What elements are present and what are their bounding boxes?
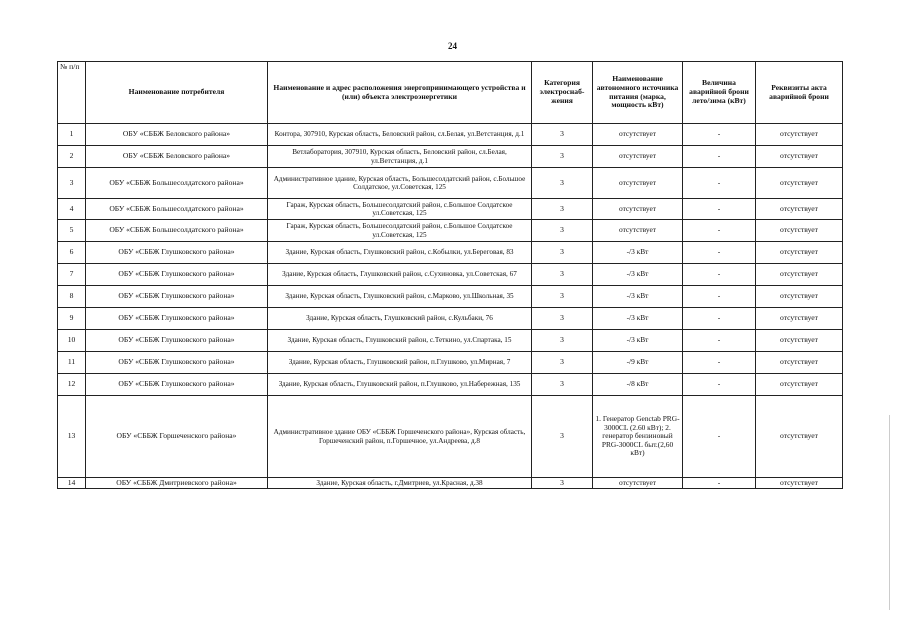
row-reserve: - bbox=[683, 220, 756, 242]
row-category: 3 bbox=[532, 352, 593, 374]
row-source: -/9 кВт bbox=[593, 352, 683, 374]
row-num: 3 bbox=[58, 168, 86, 199]
row-category: 3 bbox=[532, 124, 593, 146]
row-num: 1 bbox=[58, 124, 86, 146]
table-row bbox=[58, 352, 843, 374]
row-reserve: - bbox=[683, 396, 756, 478]
row-source: -/3 кВт bbox=[593, 242, 683, 264]
header-category: Категория электроснаб-жения bbox=[532, 62, 593, 124]
row-act: отсутствует bbox=[756, 124, 843, 146]
row-source: -/3 кВт bbox=[593, 286, 683, 308]
row-category: 3 bbox=[532, 220, 593, 242]
row-address: Здание, Курская область, Глушковский район, с.Марково, ул.Школьная, 35 bbox=[268, 286, 532, 308]
row-num: 12 bbox=[58, 374, 86, 396]
row-address: Здание, Курская область, Глушковский район, с.Кульбаки, 76 bbox=[268, 308, 532, 330]
table-row bbox=[58, 146, 843, 168]
row-consumer: ОБУ «СББЖ Беловского района» bbox=[86, 124, 268, 146]
row-num: 9 bbox=[58, 308, 86, 330]
row-num: 4 bbox=[58, 199, 86, 220]
row-address: Здание, Курская область, Глушковский район, с.Кобылки, ул.Береговая, 83 bbox=[268, 242, 532, 264]
row-address: Здание, Курская область, Глушковский район, п.Глушково, ул.Мирная, 7 bbox=[268, 352, 532, 374]
row-num: 13 bbox=[58, 396, 86, 478]
row-source: отсутствует bbox=[593, 146, 683, 168]
row-consumer: ОБУ «СББЖ Глушковского района» bbox=[86, 374, 268, 396]
power-consumers-table bbox=[57, 61, 843, 489]
row-num: 6 bbox=[58, 242, 86, 264]
table-row bbox=[58, 286, 843, 308]
table-row bbox=[58, 374, 843, 396]
table-row bbox=[58, 199, 843, 220]
row-category: 3 bbox=[532, 199, 593, 220]
table-row bbox=[58, 330, 843, 352]
row-act: отсутствует bbox=[756, 352, 843, 374]
header-device: Наименование и адрес расположения энергопринимающего устройства и (или) объекта электроэнергетики bbox=[268, 62, 532, 124]
row-reserve: - bbox=[683, 146, 756, 168]
row-address: Здание, Курская область, Глушковский район, с.Теткино, ул.Спартака, 15 bbox=[268, 330, 532, 352]
header-act: Реквизиты акта аварийной брони bbox=[756, 62, 843, 124]
row-source: отсутствует bbox=[593, 168, 683, 199]
table-row bbox=[58, 242, 843, 264]
row-source: -/3 кВт bbox=[593, 308, 683, 330]
row-act: отсутствует bbox=[756, 199, 843, 220]
row-act: отсутствует bbox=[756, 308, 843, 330]
row-address: Здание, Курская область, Глушковский район, п.Глушково, ул.Набережная, 135 bbox=[268, 374, 532, 396]
row-consumer: ОБУ «СББЖ Глушковского района» bbox=[86, 308, 268, 330]
row-source: -/3 кВт bbox=[593, 264, 683, 286]
row-reserve: - bbox=[683, 330, 756, 352]
row-reserve: - bbox=[683, 168, 756, 199]
row-source: 1. Генератор Genctab PRG-3000CL (2.60 кВт); 2. генератор бензиновый PRG-3000CL быт.(2,60 кВт) bbox=[593, 396, 683, 478]
row-category: 3 bbox=[532, 396, 593, 478]
row-consumer: ОБУ «СББЖ Глушковского района» bbox=[86, 264, 268, 286]
row-address: Гараж, Курская область, Большесолдатский район, с.Большое Солдатское ул.Советская, 125 bbox=[268, 199, 532, 220]
row-category: 3 bbox=[532, 146, 593, 168]
row-source: отсутствует bbox=[593, 478, 683, 489]
table-row bbox=[58, 124, 843, 146]
row-source: отсутствует bbox=[593, 220, 683, 242]
table-row bbox=[58, 168, 843, 199]
row-reserve: - bbox=[683, 478, 756, 489]
table-row bbox=[58, 308, 843, 330]
row-category: 3 bbox=[532, 286, 593, 308]
row-address: Здание, Курская область, Глушковский район, с.Сухиновка, ул.Советская, 67 bbox=[268, 264, 532, 286]
row-reserve: - bbox=[683, 308, 756, 330]
table-row bbox=[58, 264, 843, 286]
header-source: Наименование автономного источника питания (марка, мощность кВт) bbox=[593, 62, 683, 124]
header-consumer: Наименование потребителя bbox=[86, 62, 268, 124]
row-address: Здание, Курская область, г.Дмитриев, ул.Красная, д.38 bbox=[268, 478, 532, 489]
row-consumer: ОБУ «СББЖ Глушковского района» bbox=[86, 286, 268, 308]
row-num: 14 bbox=[58, 478, 86, 489]
row-reserve: - bbox=[683, 352, 756, 374]
row-source: -/3 кВт bbox=[593, 330, 683, 352]
row-reserve: - bbox=[683, 286, 756, 308]
row-category: 3 bbox=[532, 478, 593, 489]
row-num: 11 bbox=[58, 352, 86, 374]
row-consumer: ОБУ «СББЖ Глушковского района» bbox=[86, 352, 268, 374]
row-consumer: ОБУ «СББЖ Большесолдатского района» bbox=[86, 199, 268, 220]
row-act: отсутствует bbox=[756, 220, 843, 242]
row-consumer: ОБУ «СББЖ Большесолдатского района» bbox=[86, 168, 268, 199]
row-num: 7 bbox=[58, 264, 86, 286]
row-act: отсутствует bbox=[756, 374, 843, 396]
row-source: -/8 кВт bbox=[593, 374, 683, 396]
row-address: Гараж, Курская область, Большесолдатский район, с.Большое Солдатское ул.Советская, 125 bbox=[268, 220, 532, 242]
row-category: 3 bbox=[532, 242, 593, 264]
row-address: Контора, 307910, Курская область, Беловский район, сл.Белая, ул.Ветстанция, д.1 bbox=[268, 124, 532, 146]
row-category: 3 bbox=[532, 374, 593, 396]
header-reserve: Величина аварийной брони лето/зима (кВт) bbox=[683, 62, 756, 124]
row-address: Ветлаборатория, 307910, Курская область, Беловский район, сл.Белая, ул.Ветстанция, д.1 bbox=[268, 146, 532, 168]
table-header-row bbox=[58, 62, 843, 124]
row-category: 3 bbox=[532, 264, 593, 286]
row-category: 3 bbox=[532, 308, 593, 330]
row-reserve: - bbox=[683, 199, 756, 220]
row-address: Административное здание ОБУ «СББЖ Горшеченского района», Курская область, Горшеченский район, п.Горшечное, ул.Андреева, д.8 bbox=[268, 396, 532, 478]
row-act: отсутствует bbox=[756, 168, 843, 199]
row-num: 10 bbox=[58, 330, 86, 352]
table-row bbox=[58, 396, 843, 478]
row-act: отсутствует bbox=[756, 264, 843, 286]
page-number: 24 bbox=[448, 41, 457, 51]
row-reserve: - bbox=[683, 124, 756, 146]
row-num: 8 bbox=[58, 286, 86, 308]
row-num: 2 bbox=[58, 146, 86, 168]
row-reserve: - bbox=[683, 264, 756, 286]
row-consumer: ОБУ «СББЖ Беловского района» bbox=[86, 146, 268, 168]
row-act: отсутствует bbox=[756, 396, 843, 478]
row-consumer: ОБУ «СББЖ Дмитриевского района» bbox=[86, 478, 268, 489]
row-reserve: - bbox=[683, 242, 756, 264]
row-num: 5 bbox=[58, 220, 86, 242]
table-row bbox=[58, 220, 843, 242]
header-num: № п/п bbox=[58, 62, 86, 124]
row-source: отсутствует bbox=[593, 124, 683, 146]
row-consumer: ОБУ «СББЖ Глушковского района» bbox=[86, 242, 268, 264]
row-act: отсутствует bbox=[756, 478, 843, 489]
row-category: 3 bbox=[532, 330, 593, 352]
row-source: отсутствует bbox=[593, 199, 683, 220]
scan-edge-line bbox=[889, 415, 890, 610]
row-category: 3 bbox=[532, 168, 593, 199]
row-act: отсутствует bbox=[756, 286, 843, 308]
table-row bbox=[58, 478, 843, 489]
row-act: отсутствует bbox=[756, 330, 843, 352]
row-act: отсутствует bbox=[756, 146, 843, 168]
row-reserve: - bbox=[683, 374, 756, 396]
row-act: отсутствует bbox=[756, 242, 843, 264]
row-consumer: ОБУ «СББЖ Глушковского района» bbox=[86, 330, 268, 352]
row-consumer: ОБУ «СББЖ Большесолдатского района» bbox=[86, 220, 268, 242]
row-consumer: ОБУ «СББЖ Горшеченского района» bbox=[86, 396, 268, 478]
row-address: Административное здание, Курская область, Большесолдатский район, с.Большое Солдатское, ул.Советская, 125 bbox=[268, 168, 532, 199]
